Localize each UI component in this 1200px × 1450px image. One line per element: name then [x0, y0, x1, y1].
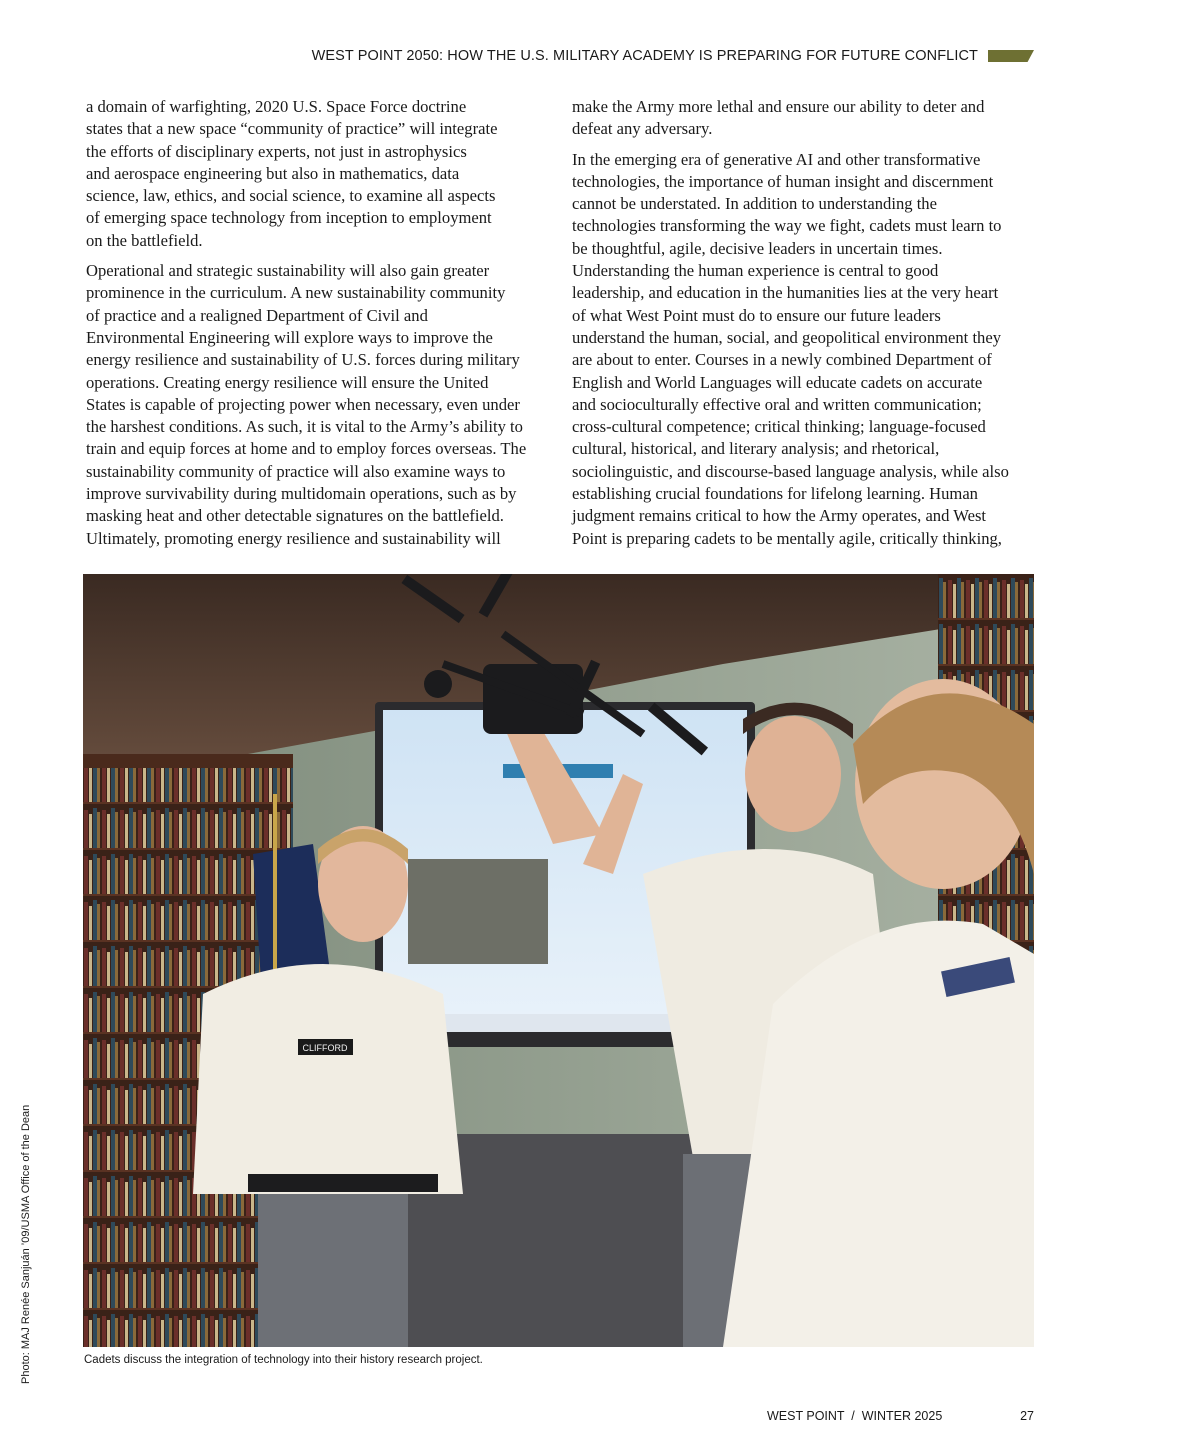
text-line: sociolinguistic, and discourse-based language analysis, while also	[572, 461, 1009, 481]
running-header-title: WEST POINT 2050: HOW THE U.S. MILITARY ACADEMY IS PREPARING FOR FUTURE CONFLICT	[311, 48, 978, 64]
text-line: cannot be understated. In addition to understanding the	[572, 194, 937, 214]
article-column-right	[572, 96, 1036, 558]
text-line: prominence in the curriculum. A new sustainability community	[86, 283, 506, 303]
text-line: cross-cultural competence; critical thinking; language-focused	[572, 417, 986, 437]
text-line: sustainability community of practice will also examine ways to	[86, 461, 506, 481]
text-line: Point is preparing cadets to be mentally agile, critically thinking,	[572, 528, 1002, 548]
name-tag-text: CLIFFORD	[302, 1043, 348, 1053]
text-line: Ultimately, promoting energy resilience and sustainability will	[86, 528, 501, 548]
running-header	[84, 46, 1034, 66]
photo-caption: Cadets discuss the integration of technology into their history research project.	[84, 1354, 483, 1366]
paragraph	[572, 149, 1036, 550]
text-line: operations. Creating energy resilience will ensure the United	[86, 372, 489, 392]
text-line: of what West Point must do to ensure our future leaders	[572, 305, 941, 325]
text-line: technologies, the importance of human insight and discernment	[572, 171, 994, 191]
text-line: the harshest conditions. As such, it is vital to the Army’s ability to	[86, 417, 523, 437]
text-line: States is capable of projecting power when necessary, even under	[86, 394, 520, 414]
text-line: of practice and a realigned Department of Civil and	[86, 305, 428, 325]
text-line: of emerging space technology from inception to employment	[86, 208, 492, 228]
text-line: Environmental Engineering will explore ways to improve the	[86, 327, 493, 347]
text-line: be thoughtful, agile, decisive leaders in uncertain times.	[572, 238, 943, 258]
text-line: technologies transforming the way we fight, cadets must learn to	[572, 216, 1002, 236]
text-line: masking heat and other detectable signatures on the battlefield.	[86, 506, 504, 526]
text-line: English and World Languages will educate cadets on accurate	[572, 372, 983, 392]
text-line: the efforts of disciplinary experts, not just in astrophysics	[86, 141, 467, 161]
text-line: judgment remains critical to how the Army operates, and West	[572, 506, 987, 526]
paragraph	[572, 96, 1036, 141]
text-line: are about to enter. Courses in a newly combined Department of	[572, 350, 992, 370]
text-line: Understanding the human experience is central to good	[572, 261, 939, 281]
text-line: states that a new space “community of practice” will integrate	[86, 119, 498, 139]
text-line: cultural, historical, and literary analysis; and rhetorical,	[572, 439, 940, 459]
text-line: understand the human, social, and geopolitical environment they	[572, 327, 1002, 347]
text-line: a domain of warfighting, 2020 U.S. Space Force doctrine	[86, 97, 467, 116]
text-line: defeat any adversary.	[572, 119, 713, 139]
page-number: 27	[1020, 1409, 1034, 1423]
text-line: Operational and strategic sustainability will also gain greater	[86, 261, 490, 281]
paragraph	[86, 260, 548, 550]
text-line: make the Army more lethal and ensure our ability to deter and	[572, 97, 985, 116]
cadets-drone-photo	[83, 574, 1034, 1347]
text-line: and aerospace engineering but also in mathematics, data	[86, 163, 460, 183]
photo-credit: Photo: MAJ Renée Sanjuán ’09/USMA Office of the Dean	[20, 1104, 32, 1384]
text-line: science, law, ethics, and social science, to examine all aspects	[86, 186, 496, 206]
text-line: on the battlefield.	[86, 230, 203, 250]
text-line: leadership, and education in the humanities lies at the very heart	[572, 283, 999, 303]
text-line: energy resilience and sustainability of U.S. forces during military	[86, 350, 520, 370]
paragraph	[86, 96, 548, 252]
text-line: and socioculturally effective oral and written communication;	[572, 394, 982, 414]
article-column-left	[86, 96, 548, 558]
footer-publication: WEST POINT / WINTER 2025	[767, 1409, 943, 1423]
text-line: In the emerging era of generative AI and other transformative	[572, 149, 981, 169]
page-footer	[767, 1409, 1034, 1423]
header-accent-bar	[988, 50, 1034, 62]
text-line: train and equip forces at home and to employ forces overseas. The	[86, 439, 527, 459]
text-line: improve survivability during multidomain operations, such as by	[86, 484, 517, 504]
text-line: establishing crucial foundations for lifelong learning. Human	[572, 484, 978, 504]
